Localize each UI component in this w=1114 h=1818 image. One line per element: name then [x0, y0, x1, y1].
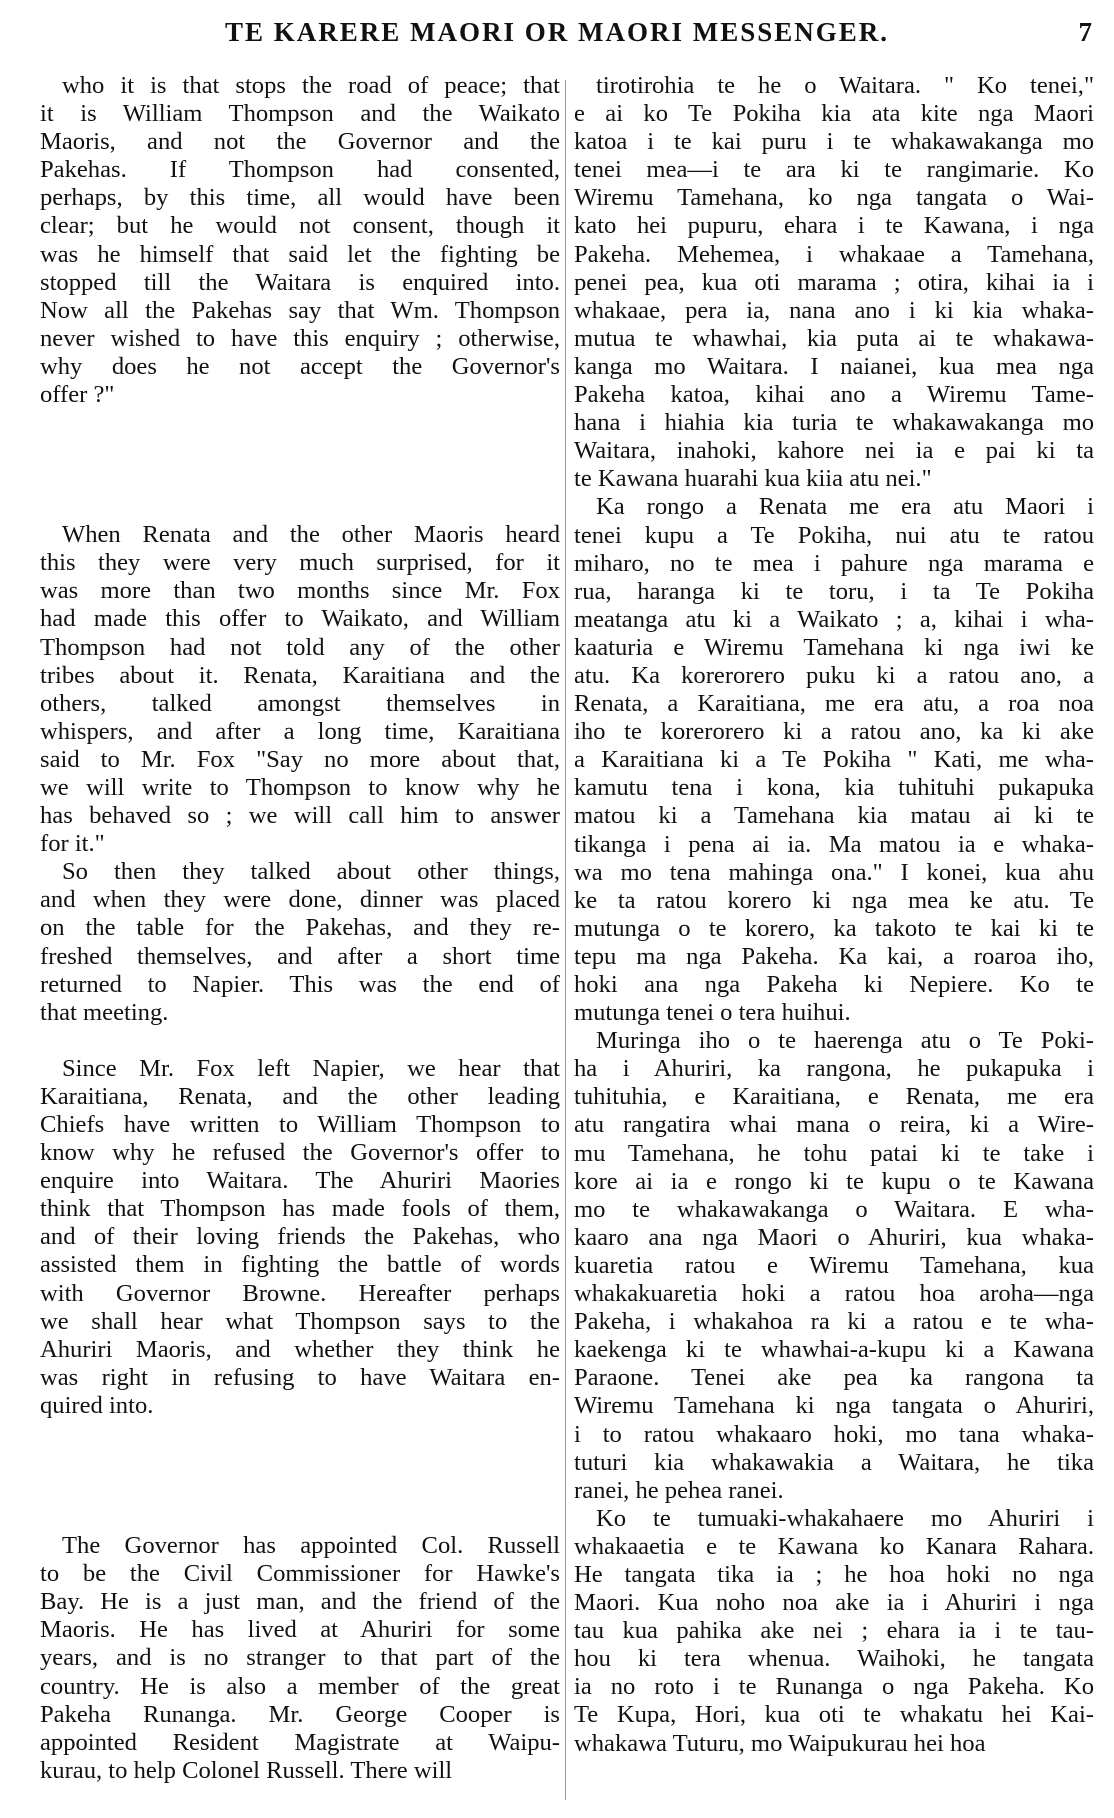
text-line: on the table for the Pakehas, and they re-: [40, 914, 560, 942]
text-line: whakawa Tuturu, mo Waipukurau hei hoa: [574, 1729, 986, 1757]
text-line: miharo, no te mea i pahure nga marama e: [574, 549, 1094, 577]
text-line: So then they talked about other things,: [62, 858, 560, 886]
text-line: Paraone. Tenei ake pea ka rangona ta: [574, 1364, 1094, 1392]
text-line: rua, haranga ki te toru, i ta Te Pokiha: [574, 577, 1094, 605]
text-line: think that Thompson has made fools of them,: [40, 1195, 560, 1223]
text-line: Now all the Pakehas say that Wm. Thompson: [40, 296, 560, 324]
text-line: atu. Ka korerorero puku ki a ratou ano, a: [574, 661, 1094, 689]
text-line: Chiefs have written to William Thompson to: [40, 1111, 560, 1138]
text-line: freshed themselves, and after a short time: [40, 942, 560, 970]
text-line: with Governor Browne. Hereafter perhaps: [40, 1279, 560, 1307]
text-line: mutunga tenei o tera huihui.: [574, 999, 851, 1027]
paragraph: [574, 1505, 1094, 1758]
text-line: mu Tamehana, he tohu patai ki te take i: [574, 1139, 1094, 1167]
text-line: returned to Napier. This was the end of: [40, 970, 560, 998]
text-line: Renata, a Karaitiana, me era atu, a roa noa: [574, 690, 1094, 718]
text-line: country. He is also a member of the great: [40, 1672, 560, 1700]
text-line: Pakehas. If Thompson had consented,: [40, 156, 560, 184]
text-line: a Karaitiana ki a Te Pokiha " Kati, me wha-: [574, 746, 1094, 774]
text-line: never wished to have this enquiry ; otherwise,: [40, 324, 560, 352]
text-line: kanga mo Waitara. I naianei, kua mea nga: [574, 352, 1094, 380]
text-line: kore ai ia e rongo ki te kupu o te Kawana: [574, 1167, 1094, 1195]
text-line: offer ?": [40, 381, 115, 409]
text-line: tau kua pahika ake nei ; ehara ia i te tau-: [574, 1617, 1094, 1645]
text-line: Pakeha. Mehemea, i whakaae a Tamehana,: [574, 240, 1094, 268]
text-line: it is William Thompson and the Waikato: [40, 100, 560, 128]
text-line: Ko te tumuaki-whakahaere mo Ahuriri i: [596, 1504, 1094, 1532]
text-line: we shall hear what Thompson says to the: [40, 1307, 560, 1335]
text-line: was he himself that said let the fighting be: [40, 240, 560, 268]
text-line: tuhituhia, e Karaitiana, e Renata, me era: [574, 1083, 1094, 1111]
text-line: ia no roto i te Runanga o nga Pakeha. Ko: [574, 1673, 1094, 1701]
text-line: Bay. He is a just man, and the friend of the: [40, 1588, 560, 1616]
text-line: was more than two months since Mr. Fox: [40, 577, 560, 605]
text-line: hoki ana nga Pakeha ki Nepiere. Ko te: [574, 971, 1094, 998]
text-line: was right in refusing to have Waitara en-: [40, 1363, 560, 1391]
text-line: penei pea, kua oti marama ; otira, kihai ia i: [574, 268, 1094, 296]
text-line: mutunga o te korero, ka takoto te kai ki te: [574, 914, 1094, 942]
text-line: Maoris. He has lived at Ahuriri for some: [40, 1616, 560, 1644]
text-line: kaaro ana nga Maori o Ahuriri, kua whaka-: [574, 1223, 1094, 1251]
paragraph: [40, 858, 560, 1027]
column-divider: [565, 80, 566, 1800]
text-line: Te Kupa, Hori, kua oti te whakatu hei Kai-: [574, 1701, 1094, 1729]
text-line: this they were very much surprised, for it: [40, 549, 560, 577]
text-line: said to Mr. Fox "Say no more about that,: [40, 745, 560, 773]
paragraph: [40, 1055, 560, 1420]
text-line: tribes about it. Renata, Karaitiana and the: [40, 661, 560, 689]
text-line: Maori. Kua noho noa ake ia i Ahuriri i nga: [574, 1589, 1094, 1617]
text-line: katoa i te kai puru i te whakawakanga mo: [574, 128, 1094, 156]
text-line: tenei mea—i te ara ki te rangimarie. Ko: [574, 156, 1094, 184]
text-line: Pakeha, i whakahoa ra ki a ratou e te wha-: [574, 1308, 1094, 1336]
text-line: Wiremu Tamehana ki nga tangata o Ahuriri,: [574, 1392, 1094, 1420]
text-line: that meeting.: [40, 998, 169, 1026]
text-line: tepu ma nga Pakeha. Ka kai, a roaroa iho,: [574, 942, 1094, 970]
text-line: tirotirohia te he o Waitara. " Ko tenei,": [596, 72, 1094, 99]
paragraph: [574, 72, 1094, 493]
text-line: has behaved so ; we will call him to answer: [40, 802, 560, 830]
text-line: He tangata tika ia ; he hoa hoki no nga: [574, 1560, 1094, 1588]
text-line: ranei, he pehea ranei.: [574, 1476, 784, 1504]
text-line: kurau, to help Colonel Russell. There will: [40, 1756, 453, 1784]
text-line: mo te whakawakanga o Waitara. E wha-: [574, 1195, 1094, 1223]
text-line: whakaae, pera ia, nana ano i ki kia whaka-: [574, 296, 1094, 324]
text-line: When Renata and the other Maoris heard: [62, 521, 560, 549]
text-line: ke ta ratou korero ki nga mea ke atu. Te: [574, 886, 1094, 914]
paragraph: [574, 1027, 1094, 1505]
text-line: and of their loving friends the Pakehas, who: [40, 1223, 560, 1251]
text-line: Maoris, and not the Governor and the: [40, 128, 560, 156]
text-line: kuaretia ratou e Wiremu Tamehana, kua: [574, 1251, 1094, 1279]
text-line: e ai ko Te Pokiha kia ata kite nga Maori: [574, 100, 1094, 128]
text-line: quired into.: [40, 1391, 154, 1419]
text-line: Pakeha katoa, kihai ano a Wiremu Tame-: [574, 381, 1094, 409]
text-line: tenei kupu a Te Pokiha, nui atu te ratou: [574, 521, 1094, 549]
text-line: kaekenga ki te whawhai-a-kupu ki a Kawana: [574, 1336, 1094, 1364]
text-line: others, talked amongst themselves in: [40, 689, 560, 717]
maori-column: [574, 72, 1094, 1758]
text-line: whakaaetia e te Kawana ko Kanara Rahara.: [574, 1532, 1094, 1560]
paragraph: [40, 521, 560, 858]
running-head: [0, 12, 1114, 52]
text-line: and when they were done, dinner was placed: [40, 886, 560, 914]
text-line: tikanga i pena ai ia. Ma matou ia e whaka-: [574, 830, 1094, 858]
text-line: enquire into Waitara. The Ahuriri Maories: [40, 1167, 560, 1195]
text-line: assisted them in fighting the battle of words: [40, 1251, 560, 1279]
text-line: years, and is no stranger to that part of the: [40, 1644, 560, 1672]
paragraph: [40, 72, 560, 409]
text-line: who it is that stops the road of peace; that: [62, 72, 560, 99]
paragraph: [40, 1532, 560, 1785]
text-line: Pakeha Runanga. Mr. George Cooper is: [40, 1700, 560, 1728]
text-line: hana i hiahia kia turia te whakawakanga mo: [574, 409, 1094, 437]
text-line: to be the Civil Commissioner for Hawke's: [40, 1560, 560, 1588]
text-line: appointed Resident Magistrate at Waipu-: [40, 1728, 560, 1756]
text-line: atu rangatira whai mana o reira, ki a Wire-: [574, 1111, 1094, 1139]
text-line: kato hei pupuru, ehara i te Kawana, i nga: [574, 212, 1094, 240]
text-line: hou ki tera whenua. Waihoki, he tangata: [574, 1645, 1094, 1673]
text-line: kamutu tena i kona, kia tuhituhi pukapuka: [574, 774, 1094, 802]
text-line: te Kawana huarahi kua kiia atu nei.": [574, 465, 932, 493]
text-line: Thompson had not told any of the other: [40, 633, 560, 661]
english-column: [40, 72, 560, 1785]
text-line: Wiremu Tamehana, ko nga tangata o Wai-: [574, 184, 1094, 212]
text-line: The Governor has appointed Col. Russell: [62, 1532, 560, 1560]
text-line: why does he not accept the Governor's: [40, 352, 560, 380]
text-line: ha i Ahuriri, ka rangona, he pukapuka i: [574, 1055, 1094, 1083]
text-line: tuturi kia whakawakia a Waitara, he tika: [574, 1448, 1094, 1476]
text-line: Karaitiana, Renata, and the other leading: [40, 1082, 560, 1110]
paragraph: [574, 493, 1094, 1027]
text-line: iho te korerorero ki a ratou ano, ka ki ake: [574, 718, 1094, 746]
text-line: perhaps, by this time, all would have been: [40, 184, 560, 212]
text-line: wa mo tena mahinga ona." I konei, kua ahu: [574, 858, 1094, 886]
text-line: Muringa iho o te haerenga atu o Te Poki-: [596, 1027, 1094, 1055]
text-line: for it.": [40, 830, 105, 858]
text-line: whispers, and after a long time, Karaitiana: [40, 717, 560, 745]
publication-title: TE KARERE MAORI OR MAORI MESSENGER.: [224, 17, 890, 47]
text-line: know why he refused the Governor's offer to: [40, 1139, 560, 1167]
text-line: had made this offer to Waikato, and William: [40, 605, 560, 633]
text-line: kaaturia e Wiremu Tamehana ki nga iwi ke: [574, 633, 1094, 661]
text-line: clear; but he would not consent, though it: [40, 212, 560, 240]
text-line: meatanga atu ki a Waikato ; a, kihai i wha-: [574, 605, 1094, 633]
text-line: mutua te whawhai, kia puta ai te whakawa-: [574, 324, 1094, 352]
text-line: Ahuriri Maoris, and whether they think he: [40, 1335, 560, 1363]
text-line: stopped till the Waitara is enquired into.: [40, 268, 560, 296]
text-line: Ka rongo a Renata me era atu Maori i: [596, 493, 1094, 521]
text-line: whakakuaretia hoki a ratou hoa aroha—nga: [574, 1280, 1094, 1308]
text-line: matou ki a Tamehana kia matau ai ki te: [574, 802, 1094, 830]
text-line: Waitara, inahoki, kahore nei ia e pai ki ta: [574, 437, 1094, 465]
text-line: i to ratou whakaaro hoki, mo tana whaka-: [574, 1420, 1094, 1448]
text-line: Since Mr. Fox left Napier, we hear that: [62, 1054, 560, 1082]
text-line: we will write to Thompson to know why he: [40, 773, 560, 801]
page-number: 7: [1078, 17, 1092, 47]
